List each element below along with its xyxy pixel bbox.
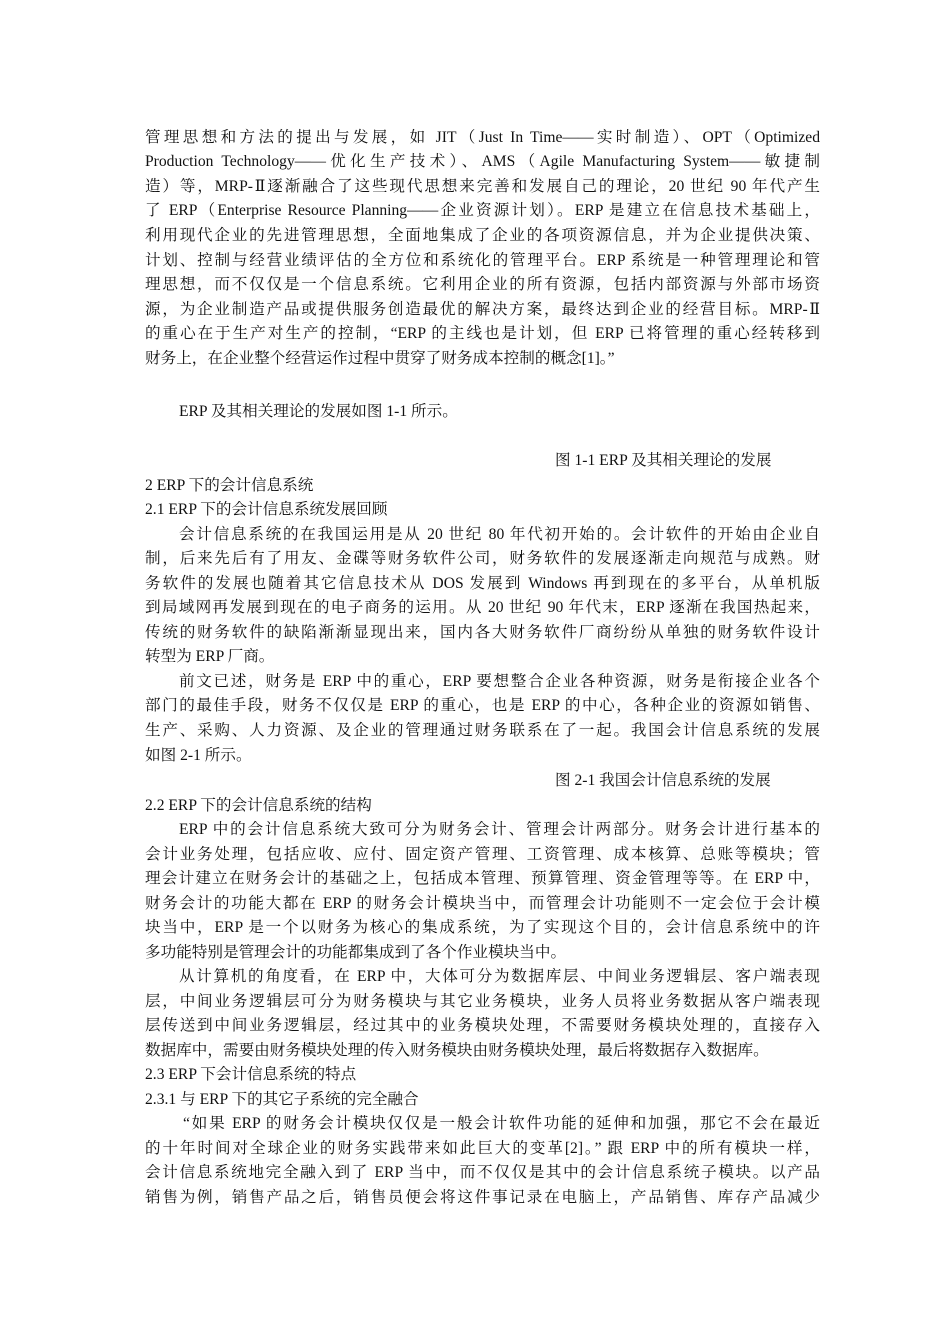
paragraph-line: 数据库中，需要由财务模块处理的传入财务模块由财务模块处理，最后将数据存入数据库。: [145, 1042, 769, 1059]
paragraph-line: 传统的财务软件的缺陷渐渐显现出来，国内各大财务软件厂商纷纷从单独的财务软件设计: [145, 624, 820, 641]
paragraph-line: 理会计建立在财务会计的基础之上，包括成本管理、预算管理、资金管理等等。在 ERP 中，: [145, 870, 820, 887]
paragraph-line: 到局域网再发展到现在的电子商务的运用。从 20 世纪 90 年代末，ERP 逐渐在我国热起来，: [145, 599, 820, 616]
intro-line: 源，为企业制造产品或提供服务创造最优的解决方案，最终达到企业的经营目标。MRP-Ⅱ: [145, 301, 820, 318]
paragraph-line: 块当中，ERP 是一个以财务为核心的集成系统，为了实现这个目的，会计信息系统中的许: [145, 919, 820, 936]
paragraph-line: 前文已述，财务是 ERP 中的重心，ERP 要想整合企业各种资源，财务是衔接企业各个: [179, 673, 820, 690]
paragraph-line: 层传送到中间业务逻辑层，经过其中的业务模块处理，不需要财务模块处理的，直接存入: [145, 1017, 820, 1034]
subsection-heading: 2.3 ERP 下会计信息系统的特点: [145, 1066, 357, 1083]
figure-reference: ERP 及其相关理论的发展如图 1-1 所示。: [179, 403, 458, 420]
intro-line: 的重心在于生产对生产的控制，“ERP 的主线也是计划，但 ERP 已将管理的重心经转移到: [145, 325, 820, 342]
paragraph-line: 制，后来先后有了用友、金碟等财务软件公司，财务软件的发展逐渐走向规范与成熟。财: [145, 550, 820, 567]
paragraph-line: 会计信息系统地完全融入到了 ERP 当中，而不仅仅是其中的会计信息系统子模块。以产品: [145, 1164, 820, 1181]
paragraph-line: “如果 ERP 的财务会计模块仅仅是一般会计软件功能的延伸和加强，那它不会在最近: [183, 1115, 820, 1132]
paragraph-line: 务软件的发展也随着其它信息技术从 DOS 发展到 Windows 再到现在的多平台，从单机版: [145, 575, 820, 592]
paragraph-line: 部门的最佳手段，财务不仅仅是 ERP 的重心，也是 ERP 的中心，各种企业的资源如销售、: [145, 697, 820, 714]
section-heading: 2 ERP 下的会计信息系统: [145, 477, 314, 494]
paragraph-line: 生产、采购、人力资源、及企业的管理通过财务联系在了一起。我国会计信息系统的发展: [145, 722, 820, 739]
paragraph-line: 如图 2-1 所示。: [145, 747, 252, 764]
intro-line: 了 ERP（Enterprise Resource Planning——企业资源计划）。ERP 是建立在信息技术基础上，: [145, 202, 820, 219]
subsection-heading: 2.1 ERP 下的会计信息系统发展回顾: [145, 501, 388, 518]
paragraph-line: 多功能特别是管理会计的功能都集成到了各个作业模块当中。: [145, 944, 567, 961]
paragraph-line: 从计算机的角度看，在 ERP 中，大体可分为数据库层、中间业务逻辑层、客户端表现: [179, 968, 820, 985]
paragraph-line: 销售为例，销售产品之后，销售员便会将这件事记录在电脑上，产品销售、库存产品减少: [145, 1189, 820, 1206]
paragraph-line: 的十年时间对全球企业的财务实践带来如此巨大的变革[2]。” 跟 ERP 中的所有模块一样，: [145, 1140, 820, 1157]
intro-line: 计划、控制与经营业绩评估的全方位和系统化的管理平台。ERP 系统是一种管理理论和管: [145, 252, 820, 269]
intro-line: 财务上，在企业整个经营运作过程中贯穿了财务成本控制的概念[1]。”: [145, 350, 615, 367]
intro-line: 造）等，MRP-Ⅱ逐渐融合了这些现代思想来完善和发展自己的理论，20 世纪 90 年代产生: [145, 178, 820, 195]
intro-line: Production Technology——优化生产技术）、AMS（Agile Manufacturing System——敏捷制: [145, 153, 820, 170]
paragraph-line: 会计业务处理，包括应收、应付、固定资产管理、工资管理、成本核算、总账等模块；管: [145, 846, 820, 863]
subsection-heading: 2.2 ERP 下的会计信息系统的结构: [145, 797, 372, 814]
paragraph-line: 层，中间业务逻辑层可分为财务模块与其它业务模块，业务人员将业务数据从客户端表现: [145, 993, 820, 1010]
subsubsection-heading: 2.3.1 与 ERP 下的其它子系统的完全融合: [145, 1091, 419, 1108]
paragraph-line: 财务会计的功能大都在 ERP 的财务会计模块当中，而管理会计功能则不一定会位于会计模: [145, 895, 820, 912]
figure-caption-2-1: 图 2-1 我国会计信息系统的发展: [555, 772, 771, 789]
paragraph-line: 转型为 ERP 厂商。: [145, 648, 275, 665]
intro-line: 理思想，而不仅仅是一个信息系统。它利用企业的所有资源，包括内部资源与外部市场资: [145, 276, 820, 293]
intro-line: 利用现代企业的先进管理思想，全面地集成了企业的各项资源信息，并为企业提供决策、: [145, 227, 820, 244]
paragraph-line: 会计信息系统的在我国运用是从 20 世纪 80 年代初开始的。会计软件的开始由企业自: [179, 526, 820, 543]
figure-caption-1-1: 图 1-1 ERP 及其相关理论的发展: [555, 452, 772, 469]
intro-line: 管理思想和方法的提出与发展，如 JIT（Just In Time——实时制造）、OPT（Optimized: [145, 129, 820, 146]
paragraph-line: ERP 中的会计信息系统大致可分为财务会计、管理会计两部分。财务会计进行基本的: [179, 821, 820, 838]
